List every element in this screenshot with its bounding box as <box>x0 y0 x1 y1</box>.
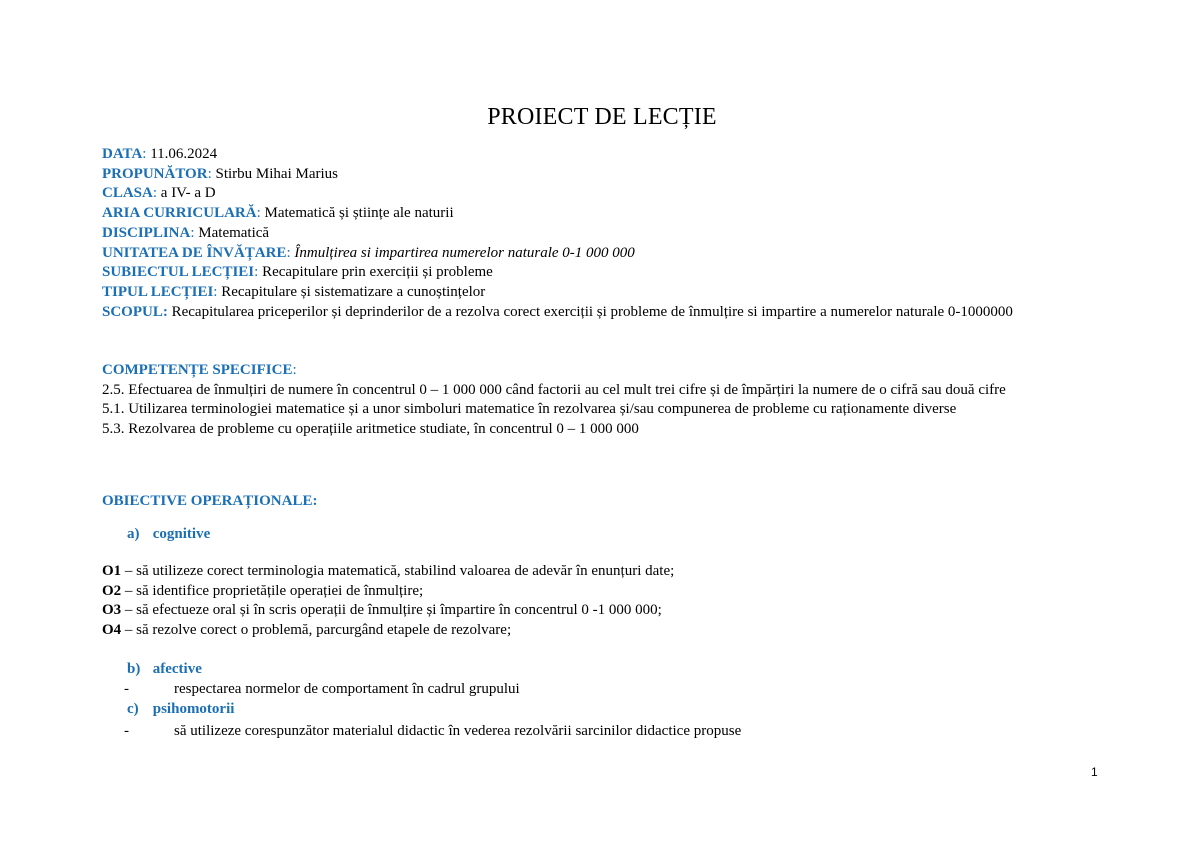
aria-label: ARIA CURRICULARĂ <box>102 205 257 222</box>
afective-marker: b) <box>127 661 141 677</box>
clasa-label: CLASA <box>102 185 153 202</box>
meta-disciplina-row: DISCIPLINA: Matematică <box>102 224 270 241</box>
tipul-value: Recapitulare și sistematizare a cunoștințelor <box>221 283 486 300</box>
disciplina-value: Matematică <box>198 224 270 241</box>
cognitive-label: cognitive <box>152 526 211 542</box>
meta-data-row: DATA: 11.06.2024 <box>102 146 218 162</box>
psihomotorii-item: - să utilizeze corespunzător materialul didactic în vederea rezolvării sarcinilor didactice propuse <box>124 723 742 739</box>
tipul-label: TIPUL LECȚIEI <box>102 283 214 300</box>
cognitive-marker: a) <box>127 526 140 542</box>
lesson-metadata <box>102 145 1102 322</box>
aria-value: Matematică și științe ale naturii <box>264 205 454 222</box>
afective-item: - respectarea normelor de comportament în cadrul grupului <box>124 681 520 697</box>
afective-label: afective <box>152 661 202 677</box>
objective-item: O4 – să rezolve corect o problemă, parcurgând etapele de rezolvare; <box>102 622 512 639</box>
propunator-label: PROPUNĂTOR <box>102 165 208 182</box>
meta-aria-row: ARIA CURRICULARĂ: Matematică și științe ale naturii <box>102 205 454 222</box>
unitatea-label: UNITATEA DE ÎNVĂȚARE <box>102 244 287 261</box>
competente-section <box>102 361 1102 440</box>
psihomotorii-label: psihomotorii <box>152 701 235 717</box>
page-number: 1 <box>1091 765 1098 779</box>
propunator-value: Stirbu Mihai Marius <box>215 165 338 182</box>
obiective-heading: OBIECTIVE OPERAȚIONALE: <box>102 493 318 509</box>
competenta-item: 2.5. Efectuarea de înmulțiri de numere în concentrul 0 – 1 000 000 când factorii au cel mult trei cifre și de împărțiri la numere de o cifră sau două cifre <box>102 381 1006 398</box>
obiective-list <box>102 562 1102 641</box>
cognitive-subheading <box>127 525 210 545</box>
scopul-value: Recapitularea priceperilor și deprinderilor de a rezolva corect exerciții și probleme de înmulțire si impartire a numerelor naturale 0-1000000 <box>171 303 1013 320</box>
clasa-value: a IV- a D <box>160 185 216 202</box>
competente-heading: COMPETENȚE SPECIFICE: <box>102 362 297 378</box>
objective-item: O1 – să utilizeze corect terminologia matematică, stabilind valoarea de adevăr în enunțuri date; <box>102 563 675 579</box>
subiectul-value: Recapitulare prin exerciții și probleme <box>262 264 493 281</box>
psihomotorii-subheading <box>127 700 234 720</box>
objective-item: O3 – să efectueze oral și în scris operații de înmulțire și împartire în concentrul 0 -1 000 000; <box>102 602 662 619</box>
unitatea-value: Înmulțirea si impartirea numerelor naturale 0-1 000 000 <box>294 244 635 261</box>
competenta-item: 5.3. Rezolvarea de probleme cu operațiile aritmetice studiate, în concentrul 0 – 1 000 000 <box>102 421 639 438</box>
afective-subheading <box>127 660 202 680</box>
meta-propunator-row: PROPUNĂTOR: Stirbu Mihai Marius <box>102 165 338 182</box>
competenta-item: 5.1. Utilizarea terminologiei matematice și a unor simboluri matematice în rezolvarea și/sau compunerea de probleme cu raționamente diverse <box>102 401 957 418</box>
meta-clasa-row: CLASA: a IV- a D <box>102 185 216 202</box>
objective-item: O2 – să identifice proprietățile operației de înmulțire; <box>102 582 424 599</box>
disciplina-label: DISCIPLINA <box>102 224 191 241</box>
scopul-label: SCOPUL: <box>102 303 168 320</box>
psihomotorii-marker: c) <box>127 701 139 717</box>
meta-unitatea-row: UNITATEA DE ÎNVĂȚARE: Înmulțirea si impartirea numerelor naturale 0-1 000 000 <box>102 244 635 261</box>
data-label: DATA <box>102 146 143 162</box>
meta-scopul-row <box>102 303 1102 323</box>
meta-subiectul-row: SUBIECTUL LECȚIEI: Recapitulare prin exerciții și probleme <box>102 264 493 281</box>
subiectul-label: SUBIECTUL LECȚIEI <box>102 264 255 281</box>
page-title: PROIECT DE LECȚIE <box>487 104 717 130</box>
data-value: 11.06.2024 <box>150 146 218 162</box>
meta-tipul-row: TIPUL LECȚIEI: Recapitulare și sistematizare a cunoștințelor <box>102 283 486 300</box>
